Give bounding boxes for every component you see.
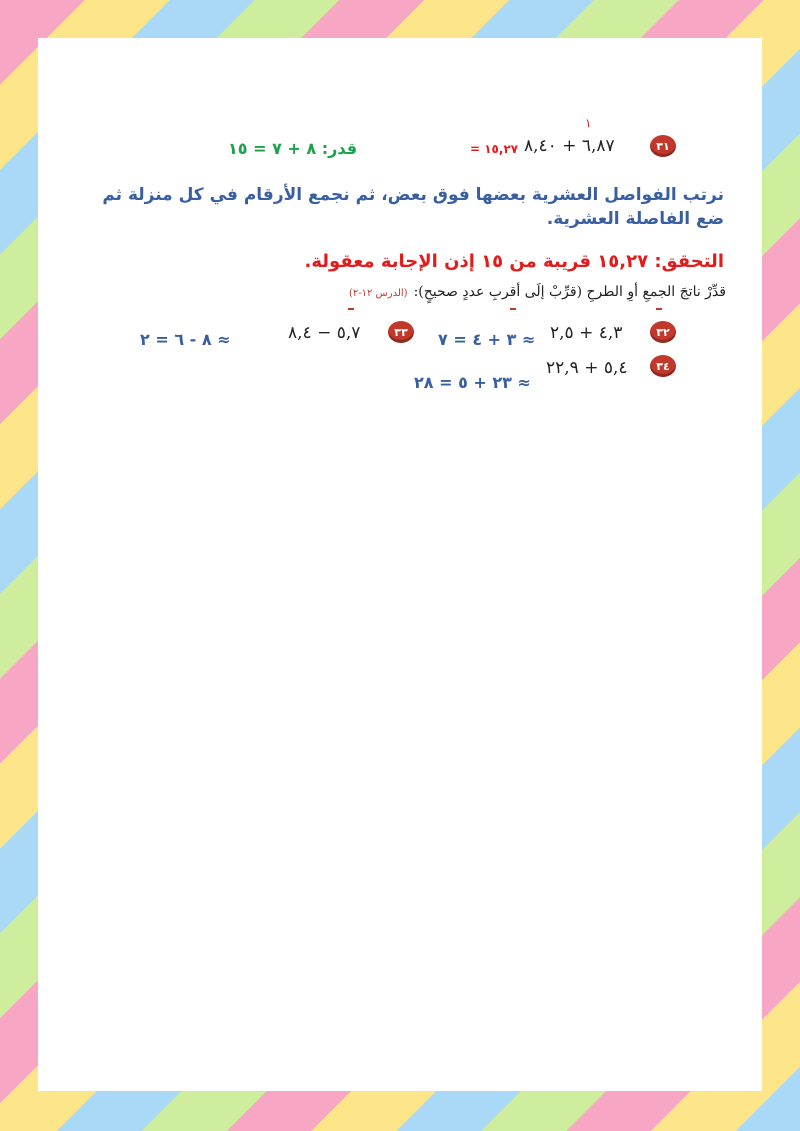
question-31-result: = ١٥,٢٧ xyxy=(470,142,519,156)
instruction-text: قدِّرْ ناتجَ الجمعِ أوِ الطرحِ (قرِّبْ إلَى أقربِ عددٍ صحيحٍ): xyxy=(413,284,726,300)
estimate-instruction xyxy=(349,284,726,300)
question-31-badge: ٣١ xyxy=(650,135,676,157)
question-34-expression: ٥,٤ + ٢٢,٩ xyxy=(546,358,628,378)
question-32-answer: ≈ ٣ + ٤ = ٧ xyxy=(438,330,536,349)
question-33-answer: ≈ ٨ - ٦ = ٢ xyxy=(140,330,231,349)
question-32-badge: ٣٢ xyxy=(650,321,676,343)
question-34-answer: ≈ ٢٣ + ٥ = ٢٨ xyxy=(414,373,531,392)
question-32-expression: ٤,٣ + ٢,٥ xyxy=(550,323,623,343)
question-31-estimate: قدر: ٨ + ٧ = ١٥ xyxy=(228,139,358,158)
worksheet-page xyxy=(38,38,762,1091)
question-34-badge: ٣٤ xyxy=(650,355,676,377)
explanation-text: نرتب الفواصل العشرية بعضها فوق بعض، ثم نجمع الأرقام في كل منزلة ثم ضع الفاصلة العشرية. xyxy=(102,185,724,229)
decor-tick xyxy=(348,308,354,310)
decor-tick xyxy=(656,308,662,310)
carry-digit: ١ xyxy=(585,116,592,130)
question-33-badge: ٣٣ xyxy=(388,321,414,343)
question-33-expression: ٥,٧ − ٨,٤ xyxy=(288,323,361,343)
decor-tick xyxy=(510,308,516,310)
lesson-reference: (الدرس ١٢-٢) xyxy=(348,288,408,299)
question-31-expression: ٦,٨٧ + ٨,٤٠ xyxy=(524,136,615,156)
check-text: التحقق: ١٥,٢٧ قريبة من ١٥ إذن الإجابة معقولة. xyxy=(304,251,724,272)
